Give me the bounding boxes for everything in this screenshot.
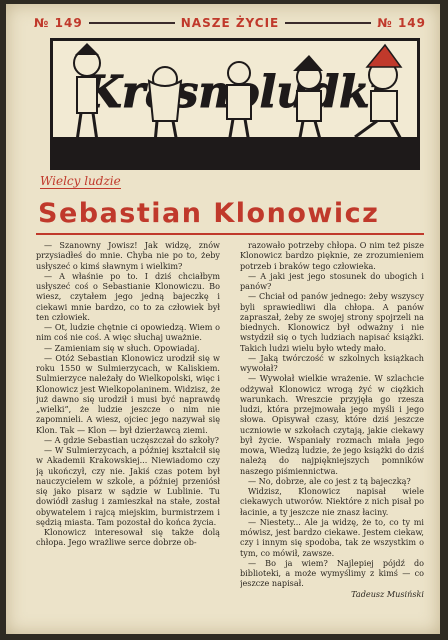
- paragraph: — Jaką twórczość w szkolnych książkach wywołał?: [240, 352, 424, 373]
- issue-number-left: № 149: [34, 16, 83, 30]
- dwarves-illustration: [53, 41, 417, 167]
- page-header: [34, 14, 426, 32]
- paragraph: — Chciał od panów jednego: żeby wszyscy byli sprawiedliwi dla chłopa. A panów zapraszał, żeby ze swojej strony spojrzeli na biednych. Klonowicz był odważny i nie wstydził się o tych ludziach napisać książki. Takich ludzi wielu było wtedy mało.: [240, 291, 424, 353]
- paragraph: razowało potrzeby chłopa. O nim też pisze Klonowicz bardzo pięknie, ze zrozumieniem potrzeb i braków tego człowieka.: [240, 240, 424, 271]
- section-label: Wielcy ludzie: [40, 174, 121, 188]
- paragraph: Widzisz, Klonowicz napisał wiele ciekawych utworów. Niektóre z nich pisał po łacinie, a ty jeszcze nie znasz łaciny.: [240, 486, 424, 517]
- paragraph: — Zamieniam się w słuch. Opowiadaj.: [44, 342, 200, 353]
- masthead-illustration: [50, 38, 420, 170]
- dwarf-figure-4: [293, 55, 323, 143]
- article-body: [36, 240, 424, 628]
- author-signature: Tadeusz Musiński: [351, 588, 424, 599]
- paragraph: — W Sulmierzycach, a później kształcił się w Akademii Krakowskiej... Niewiadomo czy ją ukończył, czy nie. Jakiś czas potem był nauczycielem w szkole, a później przeniósł się jako pisarz w sądzie w Lublinie. Tu dowiódł zasług i zamieszkał na stałe, został obywatelem i rajcą miejskim, burmistrzem i sędzią miasta. Tam pozostał do końca życia.: [36, 445, 220, 527]
- paragraph: — Niestety... Ale ja widzę, że to, co ty mi mówisz, jest bardzo ciekawe. Jestem ciekaw, czy i innym się spodoba, tak ze wszystkim o tym, co mówił, zawsze.: [240, 516, 424, 558]
- paragraph: — Szanowny Jowisz! Jak widzę, znów przysiadłeś do mnie. Chyba nie po to, żeby usłyszeć o kimś sławnym i wielkim?: [36, 240, 220, 271]
- masthead-band: [53, 137, 417, 167]
- paragraph: — A właśnie po to. I dziś chciałbym usłyszeć coś o Sebastianie Klonowiczu. Bo wiesz, czytałem jego jedną bajeczkę i ciekawi mnie bardzo, co to za człowiek był ten człowiek.: [36, 270, 220, 322]
- paragraph: Klonowicz interesował się także dolą chłopa. Jego wrażliwe serce dobrze ob-: [36, 527, 220, 548]
- right-column: [240, 240, 424, 628]
- paragraph: — No, dobrze, ale co jest z tą bajeczką?: [248, 475, 411, 486]
- paragraph: — Otóż Sebastian Klonowicz urodził się w roku 1550 w Sulmierzycach, w Kaliskiem. Sulmierzyce należały do Wielkopolski, więc i Klonowicz jest Wielkopolaninem. Widzisz, że już dawno się urodził i musi być naprawdę „wielki”, że ludzie jeszcze o nim nie zapomnieli. A wiesz, ojciec jego nazywał się Klon. Tak — Klon — był dzierżawcą ziemi.: [36, 352, 220, 435]
- header-rule-right: [285, 22, 371, 24]
- paragraph: — Ot, ludzie chętnie ci opowiedzą. Wiem o nim coś nie coś. A więc słuchaj uważnie.: [36, 322, 220, 343]
- paragraph: — Bo ja wiem? Najlepiej pójdź do biblioteki, a może wymyślimy z kimś — co jeszcze napisał.: [240, 557, 424, 589]
- paragraph: — Wywołał wielkie wrażenie. W szlachcie odżywał Klonowicz wrogą żyć w ciężkich warunkach. Wreszcie przyjęła go rzesza ludzi, która przejmowała jego myśli i jego słowa. Opisywał czasy, które dziś jeszcze uczniowie w szkołach czytają, jakie ciekawy był życie. Wspaniały rozmach miała jego mowa, Wiedzą ludzie, że jego książki do dziś należą do najpiękniejszych pomników naszego piśmiennictwa.: [240, 373, 424, 476]
- dwarf-figure-3: [227, 62, 251, 143]
- dwarf-figure-1: [74, 43, 100, 141]
- dwarf-figure-2: [149, 67, 181, 143]
- paragraph: — A gdzie Sebastian uczęszczał do szkoły?: [44, 434, 220, 445]
- magazine-page: [6, 4, 440, 634]
- article-headline: Sebastian Klonowicz: [38, 198, 380, 229]
- left-column: [36, 240, 220, 628]
- header-rule-left: [89, 22, 175, 24]
- issue-number-right: № 149: [377, 16, 427, 30]
- paragraph: — A jaki jest jego stosunek do ubogich i panów?: [240, 270, 424, 291]
- magazine-title: NASZE ŻYCIE: [180, 16, 280, 30]
- headline-rule: [36, 233, 424, 235]
